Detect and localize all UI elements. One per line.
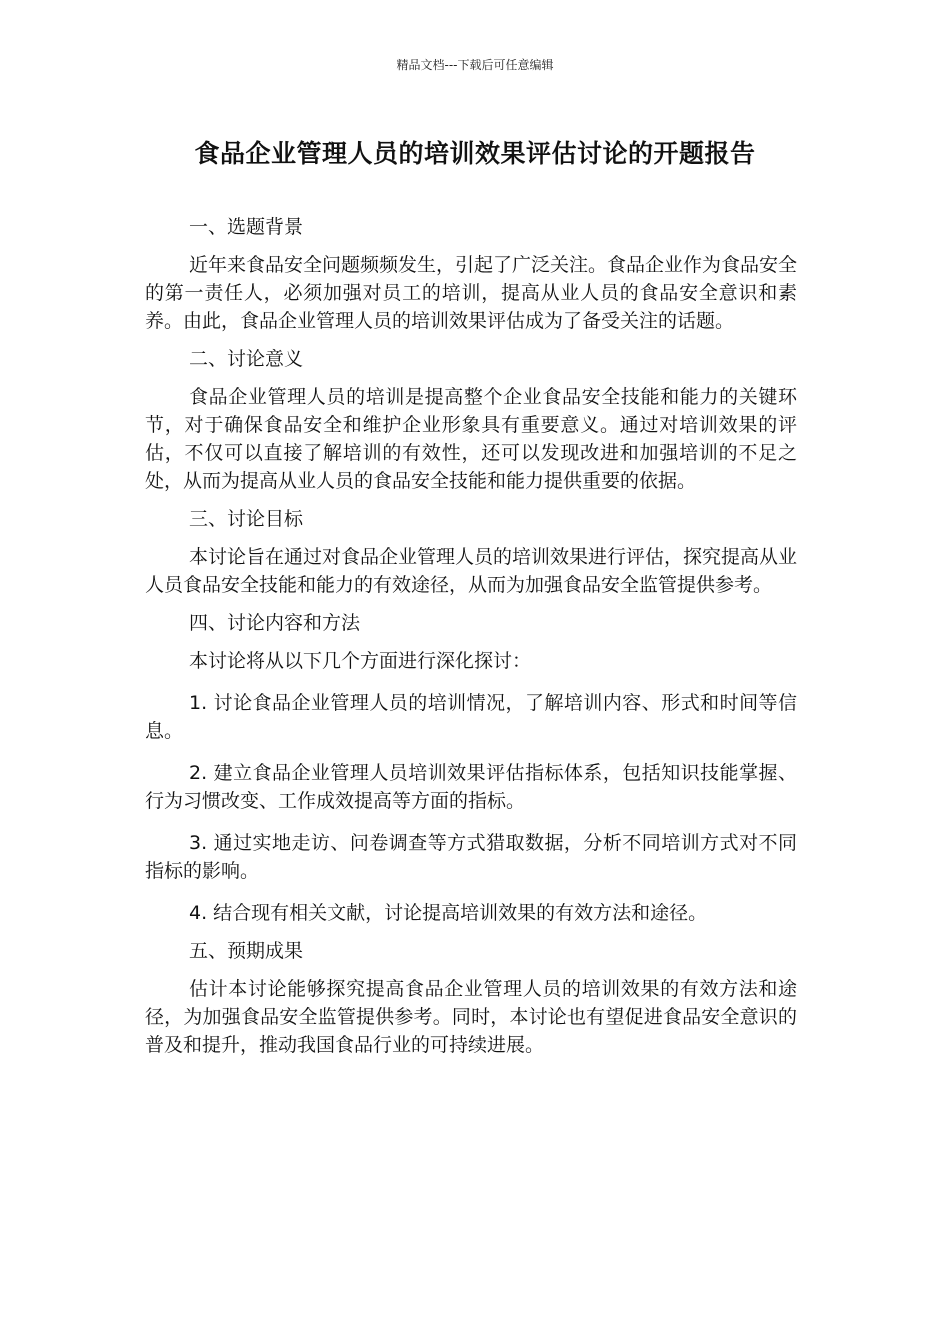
section-heading-background: 一、选题背景 (189, 216, 304, 238)
paragraph-expected-results: 估计本讨论能够探究提高食品企业管理人员的培训效果的有效方法和途径，为加强食品安全监管提供参考。同时，本讨论也有望促进食品安全意识的普及和提升，推动我国食品行业的可持续进展。 (145, 978, 797, 1056)
paragraph-significance: 食品企业管理人员的培训是提高整个企业食品安全技能和能力的关键环节，对于确保食品安全和维护企业形象具有重要意义。通过对培训效果的评估，不仅可以直接了解培训的有效性，还可以发现改进和加强培训的不足之处，从而为提高从业人员的食品安全技能和能力提供重要的依据。 (145, 386, 797, 492)
list-item-3: 3. 通过实地走访、问卷调查等方式猎取数据，分析不同培训方式对不同指标的影响。 (145, 832, 797, 882)
section-heading-significance: 二、讨论意义 (189, 348, 304, 370)
list-item-1: 1. 讨论食品企业管理人员的培训情况，了解培训内容、形式和时间等信息。 (145, 692, 797, 742)
list-item-2: 2. 建立食品企业管理人员培训效果评估指标体系，包括知识技能掌握、行为习惯改变、工作成效提高等方面的指标。 (145, 762, 797, 812)
paragraph-background: 近年来食品安全问题频频发生，引起了广泛关注。食品企业作为食品安全的第一责任人，必须加强对员工的培训，提高从业人员的食品安全意识和素养。由此，食品企业管理人员的培训效果评估成为了备受关注的话题。 (145, 254, 798, 332)
document-title: 食品企业管理人员的培训效果评估讨论的开题报告 (194, 139, 756, 168)
section-heading-objectives: 三、讨论目标 (189, 508, 304, 530)
section-heading-expected-results: 五、预期成果 (189, 940, 304, 962)
paragraph-objectives: 本讨论旨在通过对食品企业管理人员的培训效果进行评估，探究提高从业人员食品安全技能和能力的有效途径，从而为加强食品安全监管提供参考。 (145, 546, 798, 596)
page-header: 精品文档---下载后可任意编辑 (396, 58, 554, 72)
paragraph-content-intro: 本讨论将从以下几个方面进行深化探讨： (189, 650, 532, 672)
list-item-4: 4. 结合现有相关文献，讨论提高培训效果的有效方法和途径。 (189, 902, 708, 924)
section-heading-content-methods: 四、讨论内容和方法 (189, 612, 361, 634)
document-body (145, 213, 797, 1069)
